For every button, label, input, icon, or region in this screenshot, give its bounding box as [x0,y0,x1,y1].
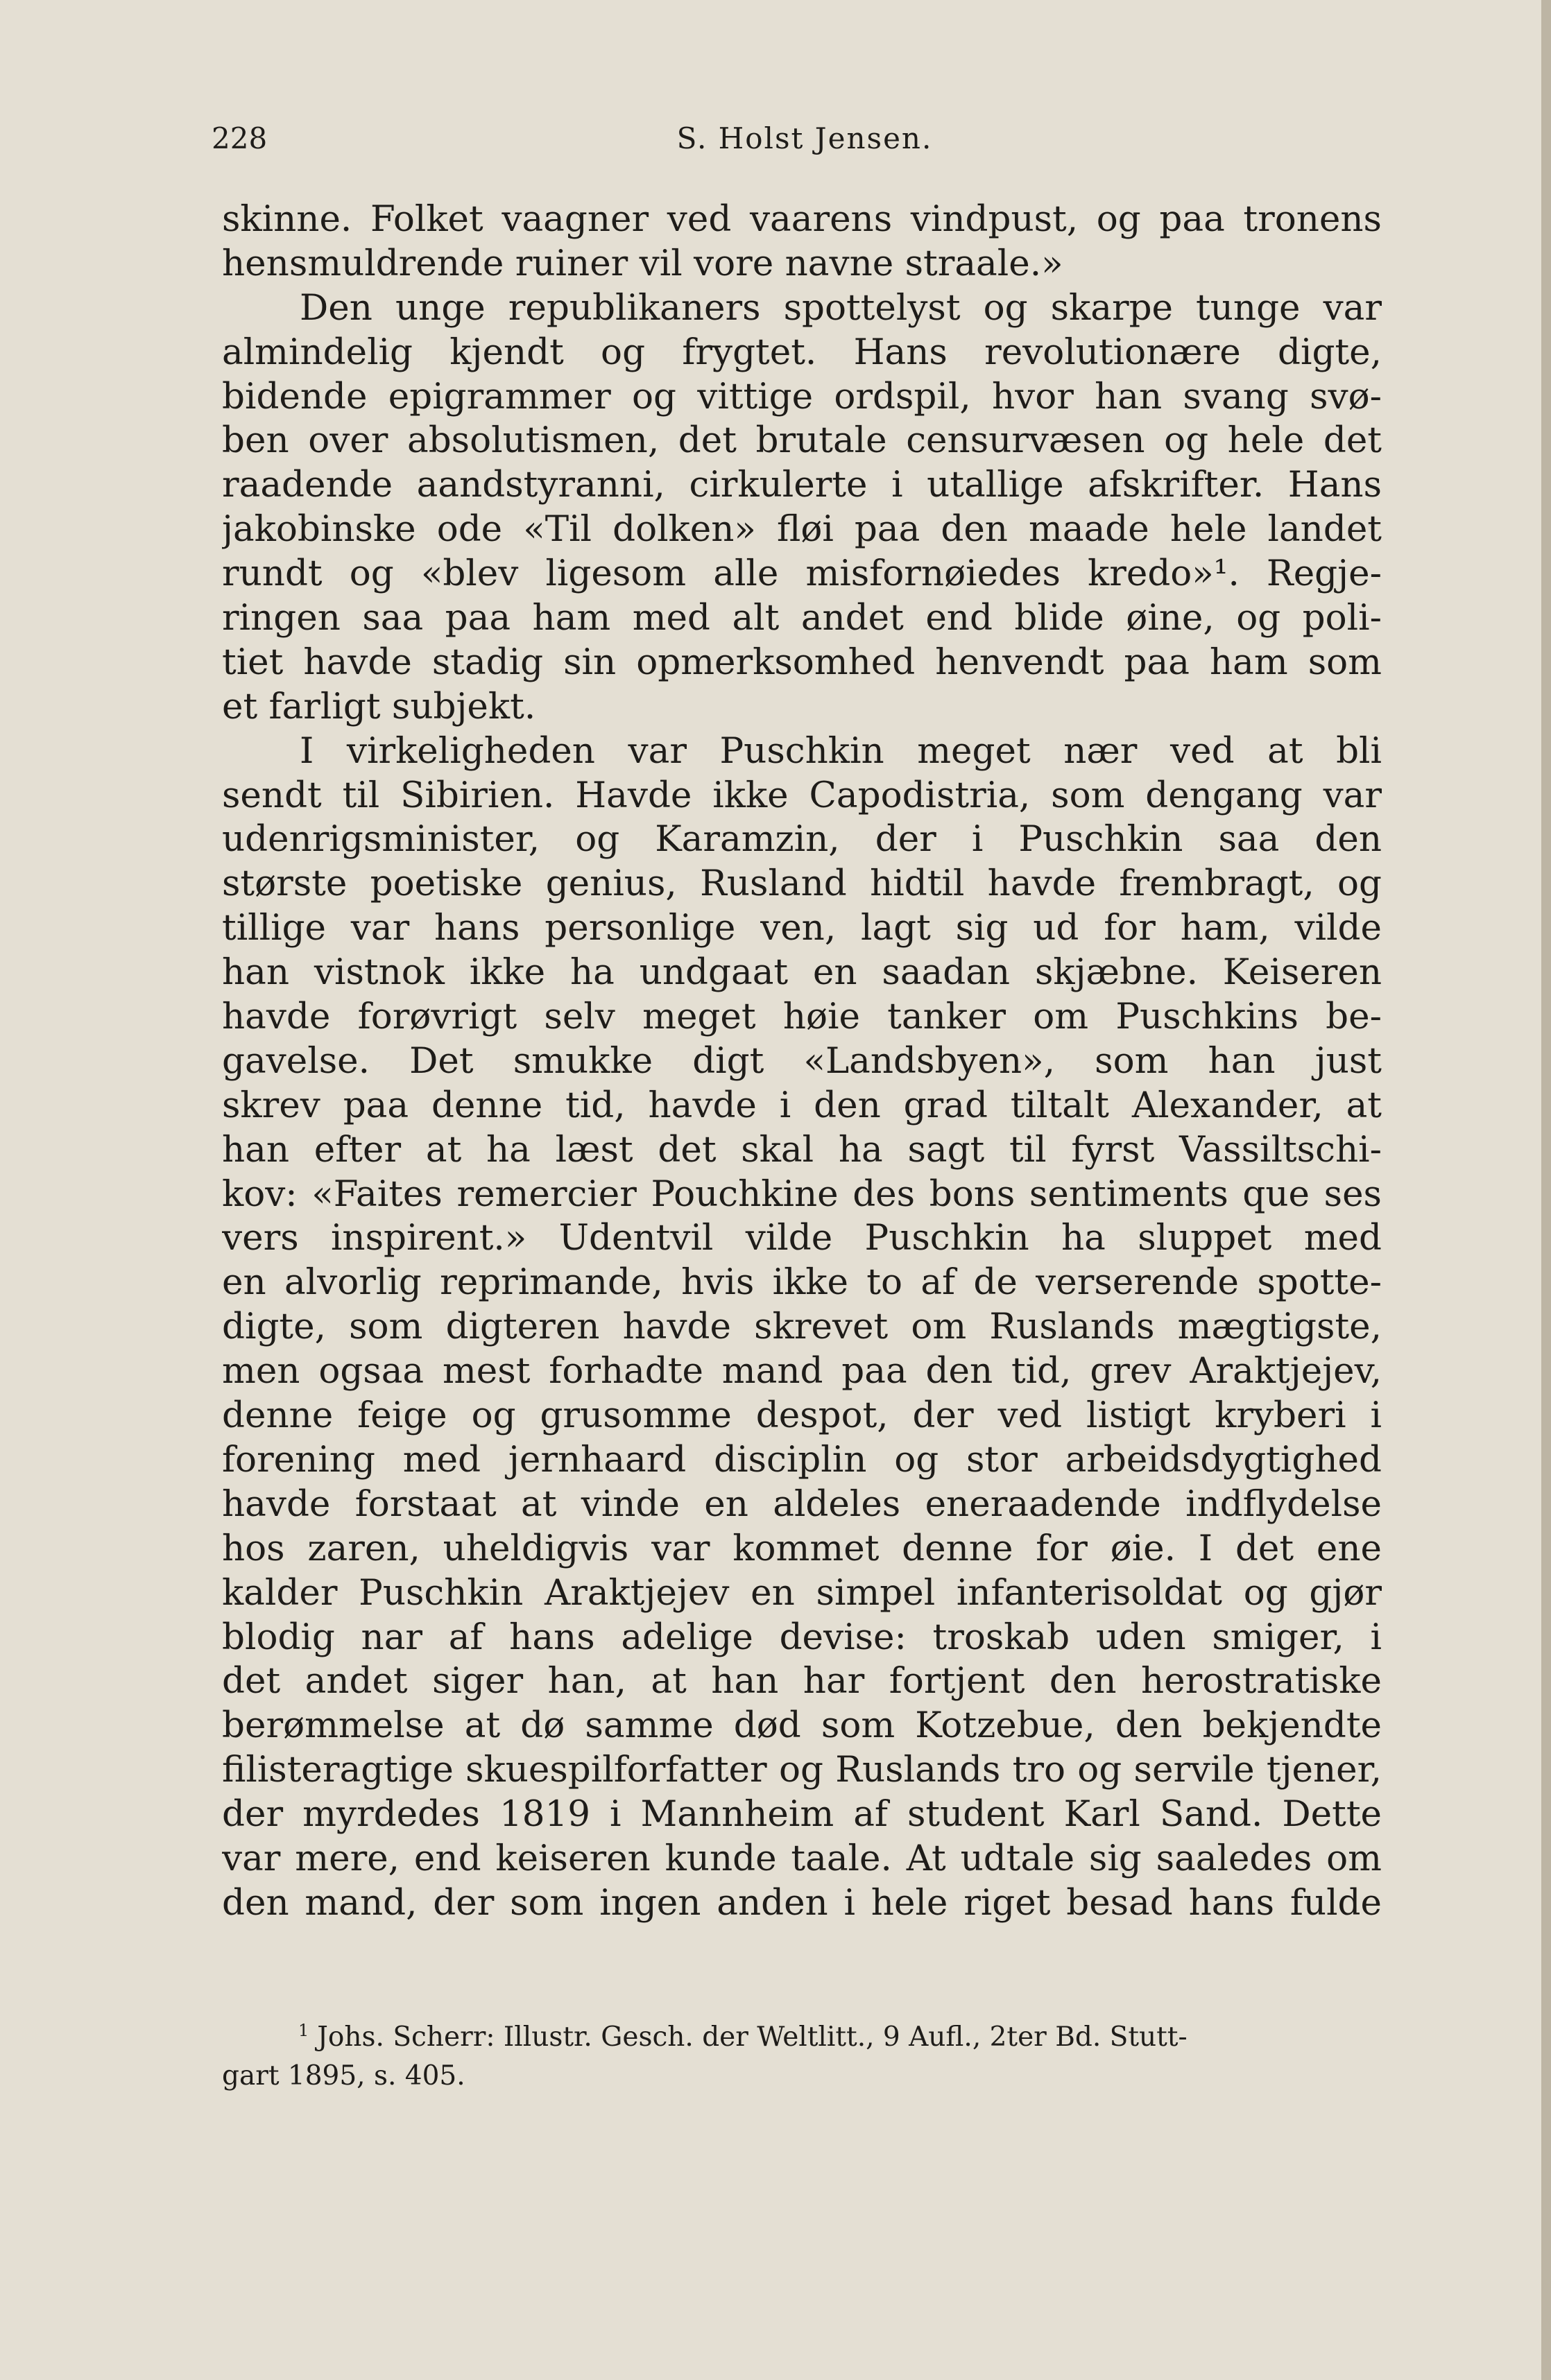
footnote-block [222,2018,1382,2096]
text-line: det andet siger han, at han har fortjent den herostratiske [222,1660,1382,1702]
text-line: sendt til Sibirien. Havde ikke Capodistria, som dengang var [222,774,1382,816]
text-line: skrev paa denne tid, havde i den grad tiltalt Alexander, at [222,1084,1382,1126]
text-line: ringen saa paa ham med alt andet end blide øine, og poli- [222,597,1382,639]
text-line: skinne. Folket vaagner ved vaarens vindpust, og paa tronens [222,198,1382,240]
footnote-line [222,2018,1382,2057]
text-line: havde forøvrigt selv meget høie tanker om Puschkins be- [222,996,1382,1038]
text-line: udenrigsminister, og Karamzin, der i Puschkin saa den [222,818,1382,861]
text-line: kov: «Faites remercier Pouchkine des bons sentiments que ses [222,1173,1382,1215]
text-line: der myrdedes 1819 i Mannheim af student Karl Sand. Dette [222,1793,1382,1836]
text-line: største poetiske genius, Rusland hidtil havde frembragt, og [222,863,1382,905]
text-line: hos zaren, uheldigvis var kommet denne for øie. I det ene [222,1527,1382,1569]
text-line: ben over absolutismen, det brutale censurvæsen og hele det [222,420,1382,462]
text-line: blodig nar af hans adelige devise: troskab uden smiger, i [222,1616,1382,1658]
page-header [212,118,1398,159]
text-line: almindelig kjendt og frygtet. Hans revolutionære digte, [222,331,1382,373]
page-number: 228 [212,121,268,155]
text-line: I virkeligheden var Puschkin meget nær ved at bli [300,730,1382,772]
footnote-text: Johs. Scherr: Illustr. Gesch. der Weltlitt., 9 Aufl., 2ter Bd. Stutt- [317,2021,1188,2053]
text-line: var mere, end keiseren kunde taale. At udtale sig saaledes om [222,1837,1382,1879]
text-line: hensmuldrende ruiner vil vore navne straale.» [222,242,1063,284]
text-line: forening med jernhaard disciplin og stor arbeidsdygtighed [222,1438,1382,1481]
text-line: raadende aandstyranni, cirkulerte i utallige afskrifter. Hans [222,464,1382,506]
text-line: filisteragtige skuespilforfatter og Ruslands tro og servile tjener, [222,1749,1382,1791]
text-line: digte, som digteren havde skrevet om Ruslands mægtigste, [222,1306,1382,1348]
footnote-mark: 1 [298,2021,309,2040]
footnote-line: gart 1895, s. 405. [222,2060,465,2092]
body-text [222,198,1382,1926]
text-line: men ogsaa mest forhadte mand paa den tid, grev Araktjejev, [222,1350,1382,1392]
page-edge [1541,0,1551,2380]
text-line: tillige var hans personlige ven, lagt sig ud for ham, vilde [222,907,1382,949]
text-line: tiet havde stadig sin opmerksomhed henvendt paa ham som [222,641,1382,683]
text-line: vers inspirent.» Udentvil vilde Puschkin ha sluppet med [222,1217,1382,1259]
text-line: rundt og «blev ligesom alle misfornøiedes kredo»¹. Regje- [222,553,1382,595]
text-line: Den unge republikaners spottelyst og skarpe tunge var [300,286,1382,329]
text-line: han efter at ha læst det skal ha sagt til fyrst Vassiltschi- [222,1128,1382,1171]
running-head: S. Holst Jensen. [676,121,933,155]
text-line: den mand, der som ingen anden i hele riget besad hans fulde [222,1881,1382,1924]
text-line: han vistnok ikke ha undgaat en saadan skjæbne. Keiseren [222,951,1382,994]
text-line: en alvorlig reprimande, hvis ikke to af de verserende spotte- [222,1261,1382,1304]
text-line: denne feige og grusomme despot, der ved listigt kryberi i [222,1395,1382,1437]
text-line: bidende epigrammer og vittige ordspil, hvor han svang svø- [222,375,1382,417]
text-line: et farligt subjekt. [222,685,536,727]
text-line: berømmelse at dø samme død som Kotzebue, den bekjendte [222,1705,1382,1747]
text-line: havde forstaat at vinde en aldeles eneraadende indflydelse [222,1483,1382,1525]
text-line: gavelse. Det smukke digt «Landsbyen», som han just [222,1040,1382,1082]
text-line: kalder Puschkin Araktjejev en simpel infanterisoldat og gjør [222,1571,1382,1614]
text-line: jakobinske ode «Til dolken» fløi paa den maade hele landet [222,508,1382,551]
